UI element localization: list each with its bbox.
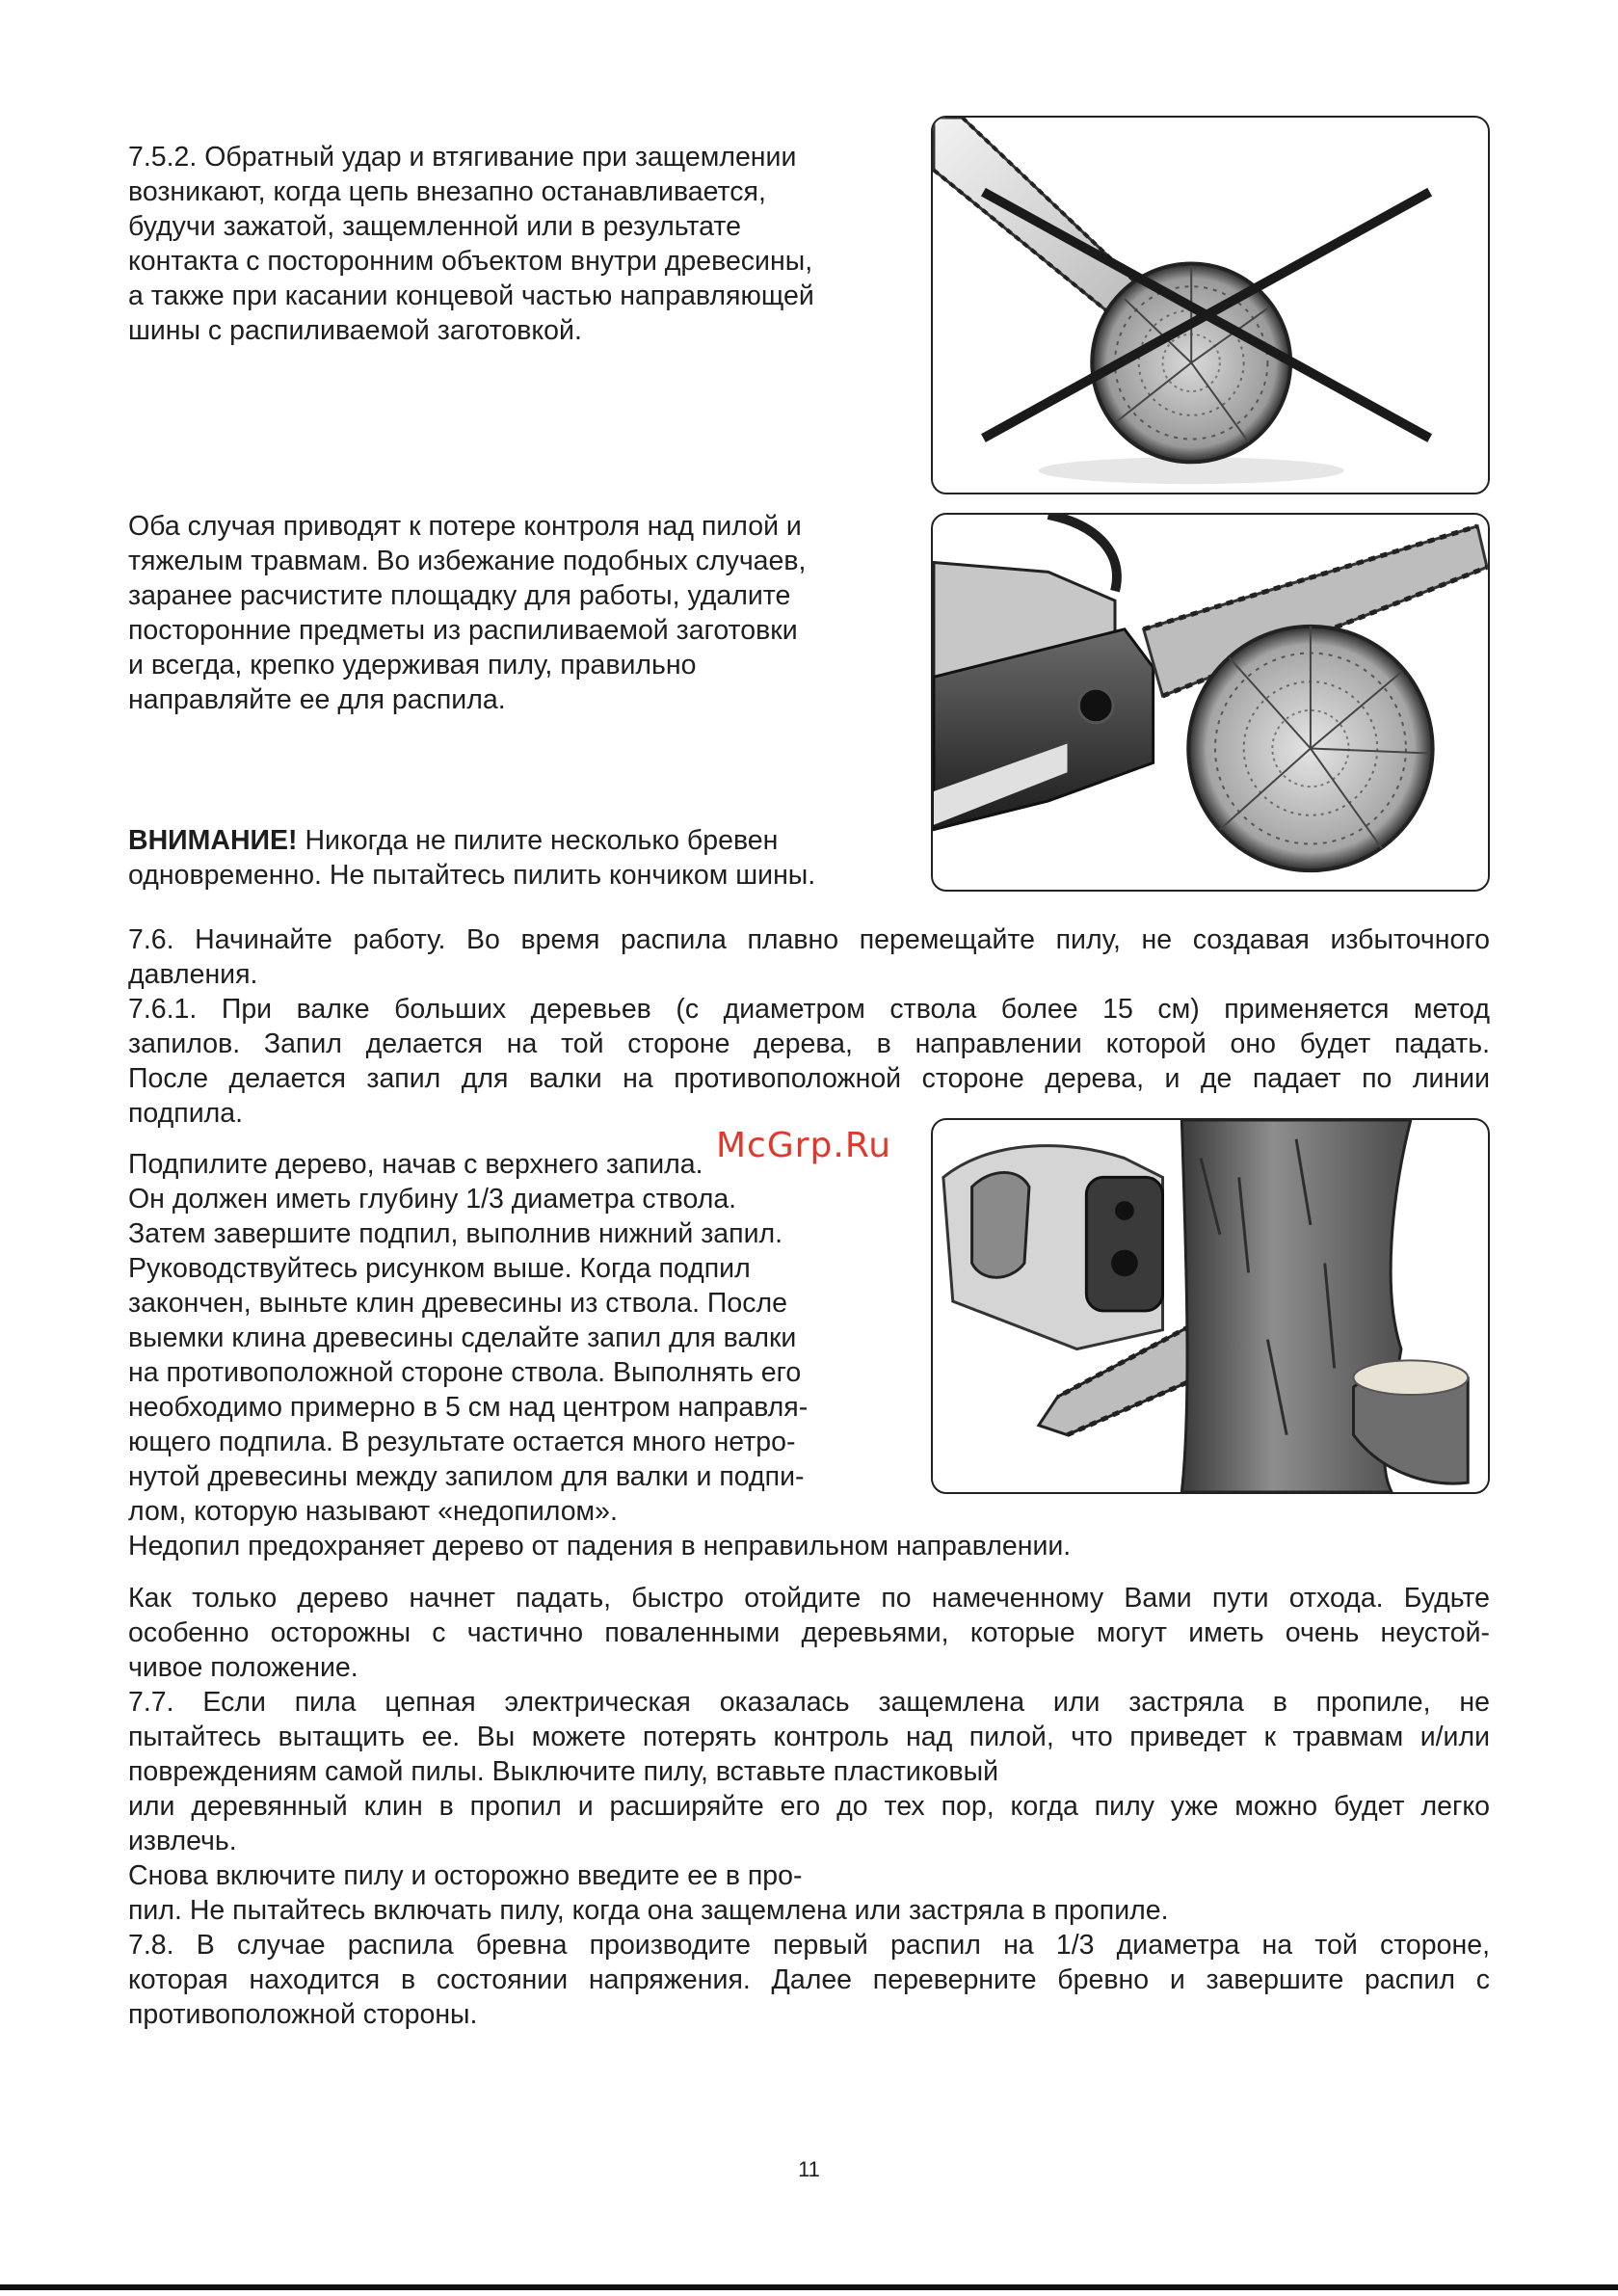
warning-line-1 [128,823,918,858]
text-line: 7.5.2. Обратный удар и втягивание при защемлении [128,142,797,173]
text-line: на противоположной стороне ствола. Выполнять его [128,1357,802,1388]
text-line: 7.6. Начинайте работу. Во время распила плавно перемещайте пилу, не создавая избыточного [128,924,1490,955]
text-line: посторонние предметы из распиливаемой заготовки [128,615,798,646]
figure-correct-cutting [931,513,1490,892]
text-line: чивое положение. [128,1652,358,1683]
text-line: повреждениям самой пилы. Выключите пилу, вставьте пластиковый [128,1756,999,1787]
text-line: лом, которую называют «недопилом». [128,1496,618,1527]
watermark: McGrp.Ru [716,1126,892,1165]
text-line: ющего подпила. В результате остается много нетро- [128,1427,796,1457]
text-line: тяжелым травмам. Во избежание подобных случаев, [128,546,807,576]
text-line: или деревянный клин в пропил и расширяйте его до тех пор, когда пилу уже можно будет легко [128,1791,1490,1822]
paragraph-both-cases [128,509,899,717]
text-line: 7.7. Если пила цепная электрическая оказалась защемлена или застряла в пропиле, не [128,1687,1490,1718]
text-line: давления. [128,959,258,990]
text-line: 7.8. В случае распила бревна производите первый распил на 1/3 диаметра на той стороне, [128,1930,1490,1961]
kickback-illustration [933,118,1488,493]
figure-kickback-prohibited [931,116,1490,494]
warning-text: Никогда не пилите несколько бревен [297,825,779,856]
text-line: 7.6.1. При валке больших деревьев (с диаметром ствола более 15 см) применяется метод [128,994,1490,1025]
paragraph-felling [128,1147,1381,1563]
text-line: нутой древесины между запилом для валки и подпи- [128,1461,805,1492]
text-line: Он должен иметь глубину 1/3 диаметра ствола. [128,1184,737,1215]
warning-line-2: одновременно. Не пытайтесь пилить кончиком шины. [128,860,816,891]
text-line: пытайтесь вытащить ее. Вы можете потерять контроль над пилой, что приведет к травмам и/или [128,1722,1490,1752]
text-line: Подпилите дерево, начав с верхнего запила. [128,1149,703,1180]
text-line: закончен, выньте клин древесины из ствола. После [128,1288,787,1319]
text-line: Затем завершите подпил, выполнив нижний запил. [128,1218,783,1249]
text-line: и всегда, крепко удерживая пилу, правильно [128,650,697,681]
text-line: а также при касании концевой частью направляющей [128,280,814,311]
text-line: запилов. Запил делается на той стороне дерева, в направлении которой оно будет падать. [128,1028,1490,1059]
text-line: контакта с посторонним объектом внутри древесины, [128,246,813,277]
text-line: извлечь. [128,1826,237,1856]
bottom-rule [0,2284,1618,2290]
correct-cut-illustration [933,515,1488,890]
text-line: особенно осторожны с частично поваленными деревьями, которые могут иметь очень неустой- [128,1617,1490,1648]
text-line: шины с распиливаемой заготовкой. [128,315,582,346]
text-line: пил. Не пытайтесь включать пилу, когда она защемлена или застряла в пропиле. [128,1895,1169,1926]
text-line: подпила. [128,1098,244,1129]
text-line: После делается запил для валки на противоположной стороне дерева, и де падает по линии [128,1063,1490,1094]
text-line: заранее расчистите площадку для работы, удалите [128,580,791,611]
text-line: Недопил предохраняет дерево от падения в неправильном направлении. [128,1531,1072,1562]
text-line: возникают, когда цепь внезапно останавливается, [128,176,766,207]
text-line: которая находится в состоянии напряжения. Далее переверните бревно и завершите распил с [128,1964,1490,1995]
text-line: необходимо примерно в 5 см над центром направля- [128,1392,809,1423]
text-line: Оба случая приводят к потере контроля над пилой и [128,511,802,542]
section-7-5-2 [128,140,899,348]
warning-paragraph [128,823,918,893]
text-line: Снова включите пилу и осторожно введите ее в про- [128,1860,803,1891]
text-line: выемки клина древесины сделайте запил для валки [128,1322,797,1353]
section-7-6 [128,922,1490,1131]
section-7-7-7-8 [128,1581,1490,2032]
text-line: противоположной стороны. [128,1999,478,2030]
warning-label: ВНИМАНИЕ! [128,825,298,856]
text-line: Как только дерево начнет падать, быстро отойдите по намеченному Вами пути отхода. Будьте [128,1583,1490,1614]
text-line: будучи зажатой, защемленной или в результате [128,211,741,242]
text-line: Руководствуйтесь рисунком выше. Когда подпил [128,1253,751,1284]
text-line: направляйте ее для распила. [128,684,506,715]
page-number: 11 [798,2157,820,2181]
